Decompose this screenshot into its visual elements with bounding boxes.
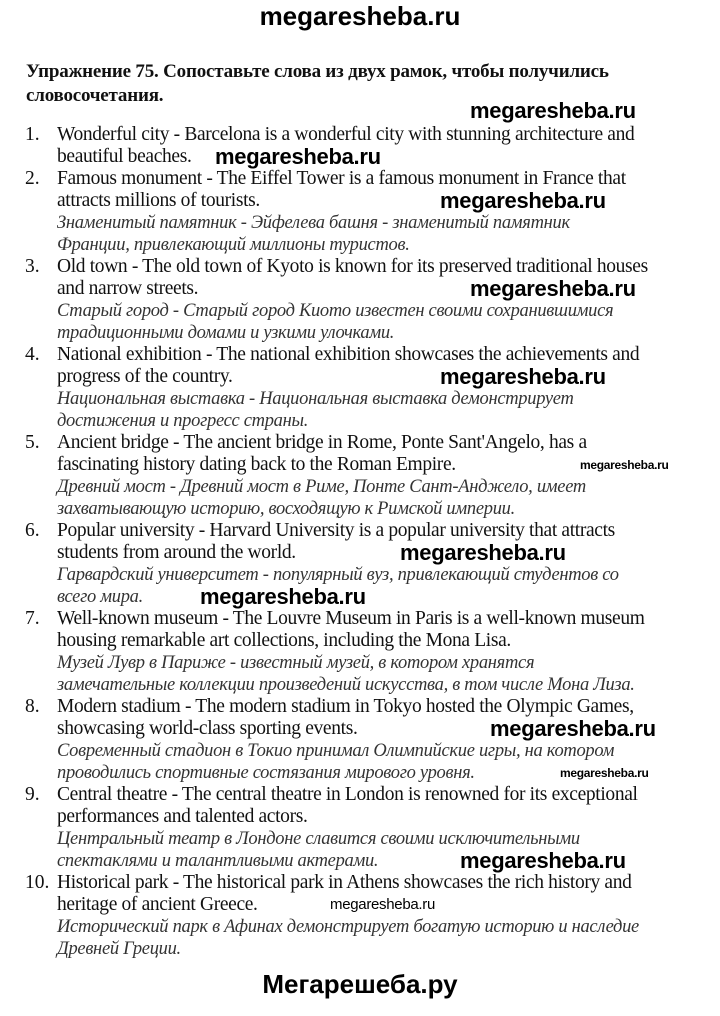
site-footer-watermark: Мегарешеба.ру bbox=[262, 969, 458, 999]
item-ru-line: традиционными домами и узкими улочками. bbox=[57, 323, 395, 343]
item-number: 2. bbox=[25, 168, 40, 189]
item-ru-line: Музей Лувр в Париже - известный музей, в котором хранятся bbox=[57, 653, 535, 673]
item-number: 7. bbox=[25, 608, 40, 629]
item-ru-line: достижения и прогресс страны. bbox=[57, 411, 309, 431]
watermark: megaresheba.ru bbox=[470, 276, 636, 301]
item-number: 5. bbox=[25, 432, 40, 453]
item-ru-line: Центральный театр в Лондоне славится своими исключительными bbox=[57, 829, 580, 849]
item-ru-line: Знаменитый памятник - Эйфелева башня - знаменитый памятник bbox=[57, 213, 570, 233]
item-en-line: heritage of ancient Greece. bbox=[57, 894, 258, 915]
item-en-line: progress of the country. bbox=[57, 366, 233, 387]
watermark: megaresheba.ru bbox=[200, 584, 366, 609]
item-en-line: National exhibition - The national exhibition showcases the achievements and bbox=[57, 344, 640, 365]
item-en-line: and narrow streets. bbox=[57, 278, 199, 299]
item-en-line: Wonderful city - Barcelona is a wonderful city with stunning architecture and bbox=[57, 124, 635, 145]
item-ru-line: всего мира. bbox=[57, 587, 143, 607]
item-ru-line: Национальная выставка - Национальная выставка демонстрирует bbox=[57, 389, 574, 409]
item-en-line: Central theatre - The central theatre in London is renowned for its exceptional bbox=[57, 784, 638, 805]
watermark: megaresheba.ru bbox=[330, 896, 436, 913]
item-en-line: Popular university - Harvard University is a popular university that attracts bbox=[57, 520, 615, 541]
item-ru-line: Гарвардский университет - популярный вуз, привлекающий студентов со bbox=[57, 565, 619, 585]
item-en-line: Ancient bridge - The ancient bridge in Rome, Ponte Sant'Angelo, has a bbox=[57, 432, 587, 453]
item-number: 3. bbox=[25, 256, 40, 277]
item-ru-line: Исторический парк в Афинах демонстрирует богатую историю и наследие bbox=[57, 917, 639, 937]
item-number: 10. bbox=[25, 872, 50, 893]
watermark: megaresheba.ru bbox=[460, 848, 626, 873]
item-ru-line: захватывающую историю, восходящую к Римской империи. bbox=[57, 499, 515, 519]
item-en-line: attracts millions of tourists. bbox=[57, 190, 260, 211]
site-header-watermark: megaresheba.ru bbox=[259, 1, 461, 31]
item-ru-line: Старый город - Старый город Киото известен своими сохранившимися bbox=[57, 301, 614, 321]
watermark: megaresheba.ru bbox=[580, 458, 669, 472]
item-ru-line: проводились спортивные состязания мирового уровня. bbox=[57, 763, 475, 783]
item-en-line: Famous monument - The Eiffel Tower is a famous monument in France that bbox=[57, 168, 626, 189]
item-number: 6. bbox=[25, 520, 40, 541]
item-ru-line: спектаклями и талантливыми актерами. bbox=[57, 851, 379, 871]
item-en-line: housing remarkable art collections, including the Mona Lisa. bbox=[57, 630, 511, 651]
item-en-line: Historical park - The historical park in Athens showcases the rich history and bbox=[57, 872, 632, 893]
item-en-line: Old town - The old town of Kyoto is known for its preserved traditional houses bbox=[57, 256, 648, 277]
watermark: megaresheba.ru bbox=[490, 716, 656, 741]
item-en-line: fascinating history dating back to the Roman Empire. bbox=[57, 454, 456, 475]
item-en-line: Modern stadium - The modern stadium in Tokyo hosted the Olympic Games, bbox=[57, 696, 634, 717]
item-en-line: performances and talented actors. bbox=[57, 806, 308, 827]
item-number: 4. bbox=[25, 344, 40, 365]
item-ru-line: замечательные коллекции произведений искусства, в том числе Мона Лиза. bbox=[57, 675, 635, 695]
item-en-line: beautiful beaches. bbox=[57, 146, 192, 167]
watermark: megaresheba.ru bbox=[400, 540, 566, 565]
watermark: megaresheba.ru bbox=[440, 188, 606, 213]
watermark: megaresheba.ru bbox=[470, 98, 636, 123]
watermark: megaresheba.ru bbox=[440, 364, 606, 389]
exercise-title-line-2: словосочетания. bbox=[26, 85, 164, 106]
item-ru-line: Древний мост - Древний мост в Риме, Понте Сант-Анджело, имеет bbox=[57, 477, 586, 497]
exercise-title-line-1: Упражнение 75. Сопоставьте слова из двух рамок, чтобы получились bbox=[26, 61, 609, 82]
item-en-line: students from around the world. bbox=[57, 542, 296, 563]
item-ru-line: Древней Греции. bbox=[57, 939, 181, 959]
item-en-line: Well-known museum - The Louvre Museum in Paris is a well-known museum bbox=[57, 608, 645, 629]
item-number: 9. bbox=[25, 784, 40, 805]
watermark: megaresheba.ru bbox=[215, 144, 381, 169]
item-en-line: showcasing world-class sporting events. bbox=[57, 718, 358, 739]
watermark: megaresheba.ru bbox=[560, 766, 649, 780]
item-number: 8. bbox=[25, 696, 40, 717]
item-ru-line: Современный стадион в Токио принимал Олимпийские игры, на котором bbox=[57, 741, 615, 761]
item-number: 1. bbox=[25, 124, 40, 145]
item-ru-line: Франции, привлекающий миллионы туристов. bbox=[57, 235, 410, 255]
